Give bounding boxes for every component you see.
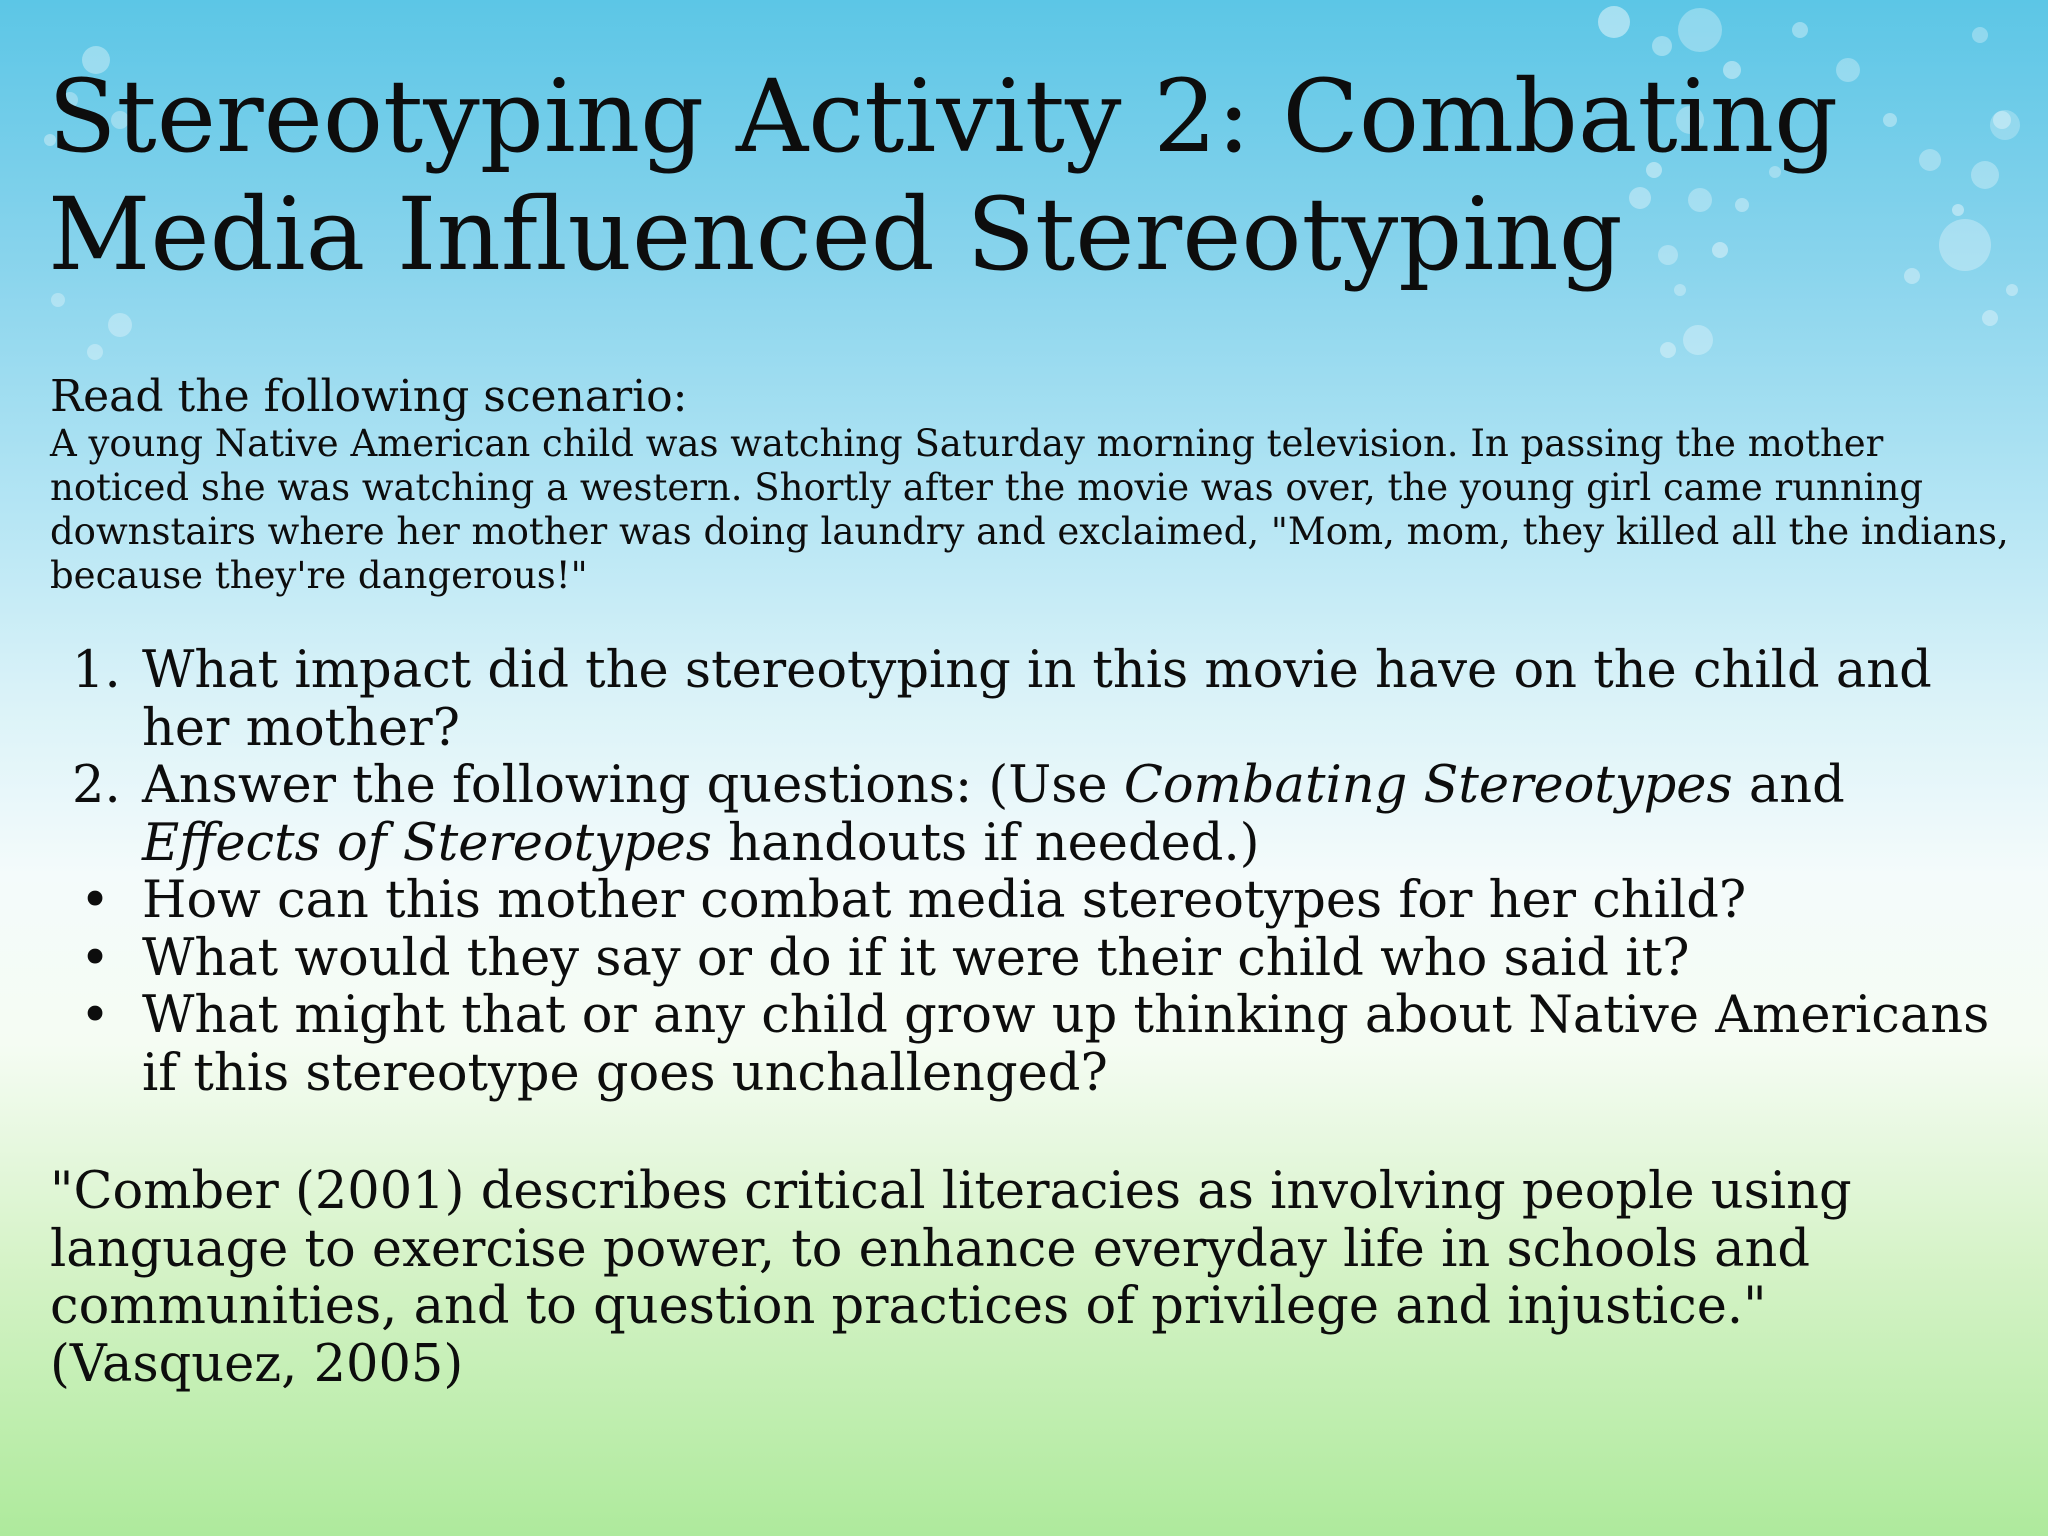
bullet-item: [50, 987, 2010, 1102]
question-text-part: handouts if needed.): [711, 813, 1260, 873]
bullet-item: [50, 930, 2010, 988]
question-item: [50, 642, 2010, 757]
question-list: [50, 642, 2010, 1102]
question-item: [50, 757, 2010, 872]
list-number: 1.: [72, 641, 121, 700]
handout-title: Combating Stereotypes: [1123, 756, 1733, 815]
bullet-text: What would they say or do if it were their child who said it?: [142, 928, 1690, 988]
bullet-icon: •: [80, 928, 111, 988]
question-text-part: Answer the following questions: (Use: [142, 756, 1124, 815]
scenario-heading: Read the following scenario:: [50, 371, 688, 422]
bullet-icon: •: [80, 986, 111, 1045]
bullet-item: [50, 872, 2010, 930]
scenario-text: A young Native American child was watching Saturday morning television. In passing the mother noticed she was watching a western. Shortly after the movie was over, the young girl came running downstairs where her mother was doing laundry and exclaimed, "Mom, mom, they killed all the indians, because they're dangerous!": [50, 422, 2009, 597]
question-text: [142, 756, 1845, 873]
question-text: What impact did the stereotyping in this movie have on the child and her mother?: [142, 641, 1932, 758]
handout-title: Effects of Stereotypes: [142, 813, 712, 873]
bullet-icon: •: [80, 871, 111, 930]
citation-quote: "Comber (2001) describes critical literacies as involving people using language to exercise power, to enhance everyday life in schools and communities, and to question practices of privilege and injustice." (Vasquez, 2005): [50, 1162, 1852, 1394]
slide-title-line-1: Stereotyping Activity 2: Combating: [48, 58, 1839, 175]
bullet-text: What might that or any child grow up thinking about Native Americans if this stereotype goes unchallenged?: [142, 986, 1990, 1103]
question-text-part: and: [1732, 756, 1845, 815]
list-number: 2.: [72, 756, 121, 815]
slide-title: [48, 58, 1988, 294]
scenario-section: [50, 372, 2010, 598]
slide-title-line-2: Media Influenced Stereotyping: [48, 176, 1623, 293]
bullet-text: How can this mother combat media stereotypes for her child?: [142, 871, 1747, 930]
